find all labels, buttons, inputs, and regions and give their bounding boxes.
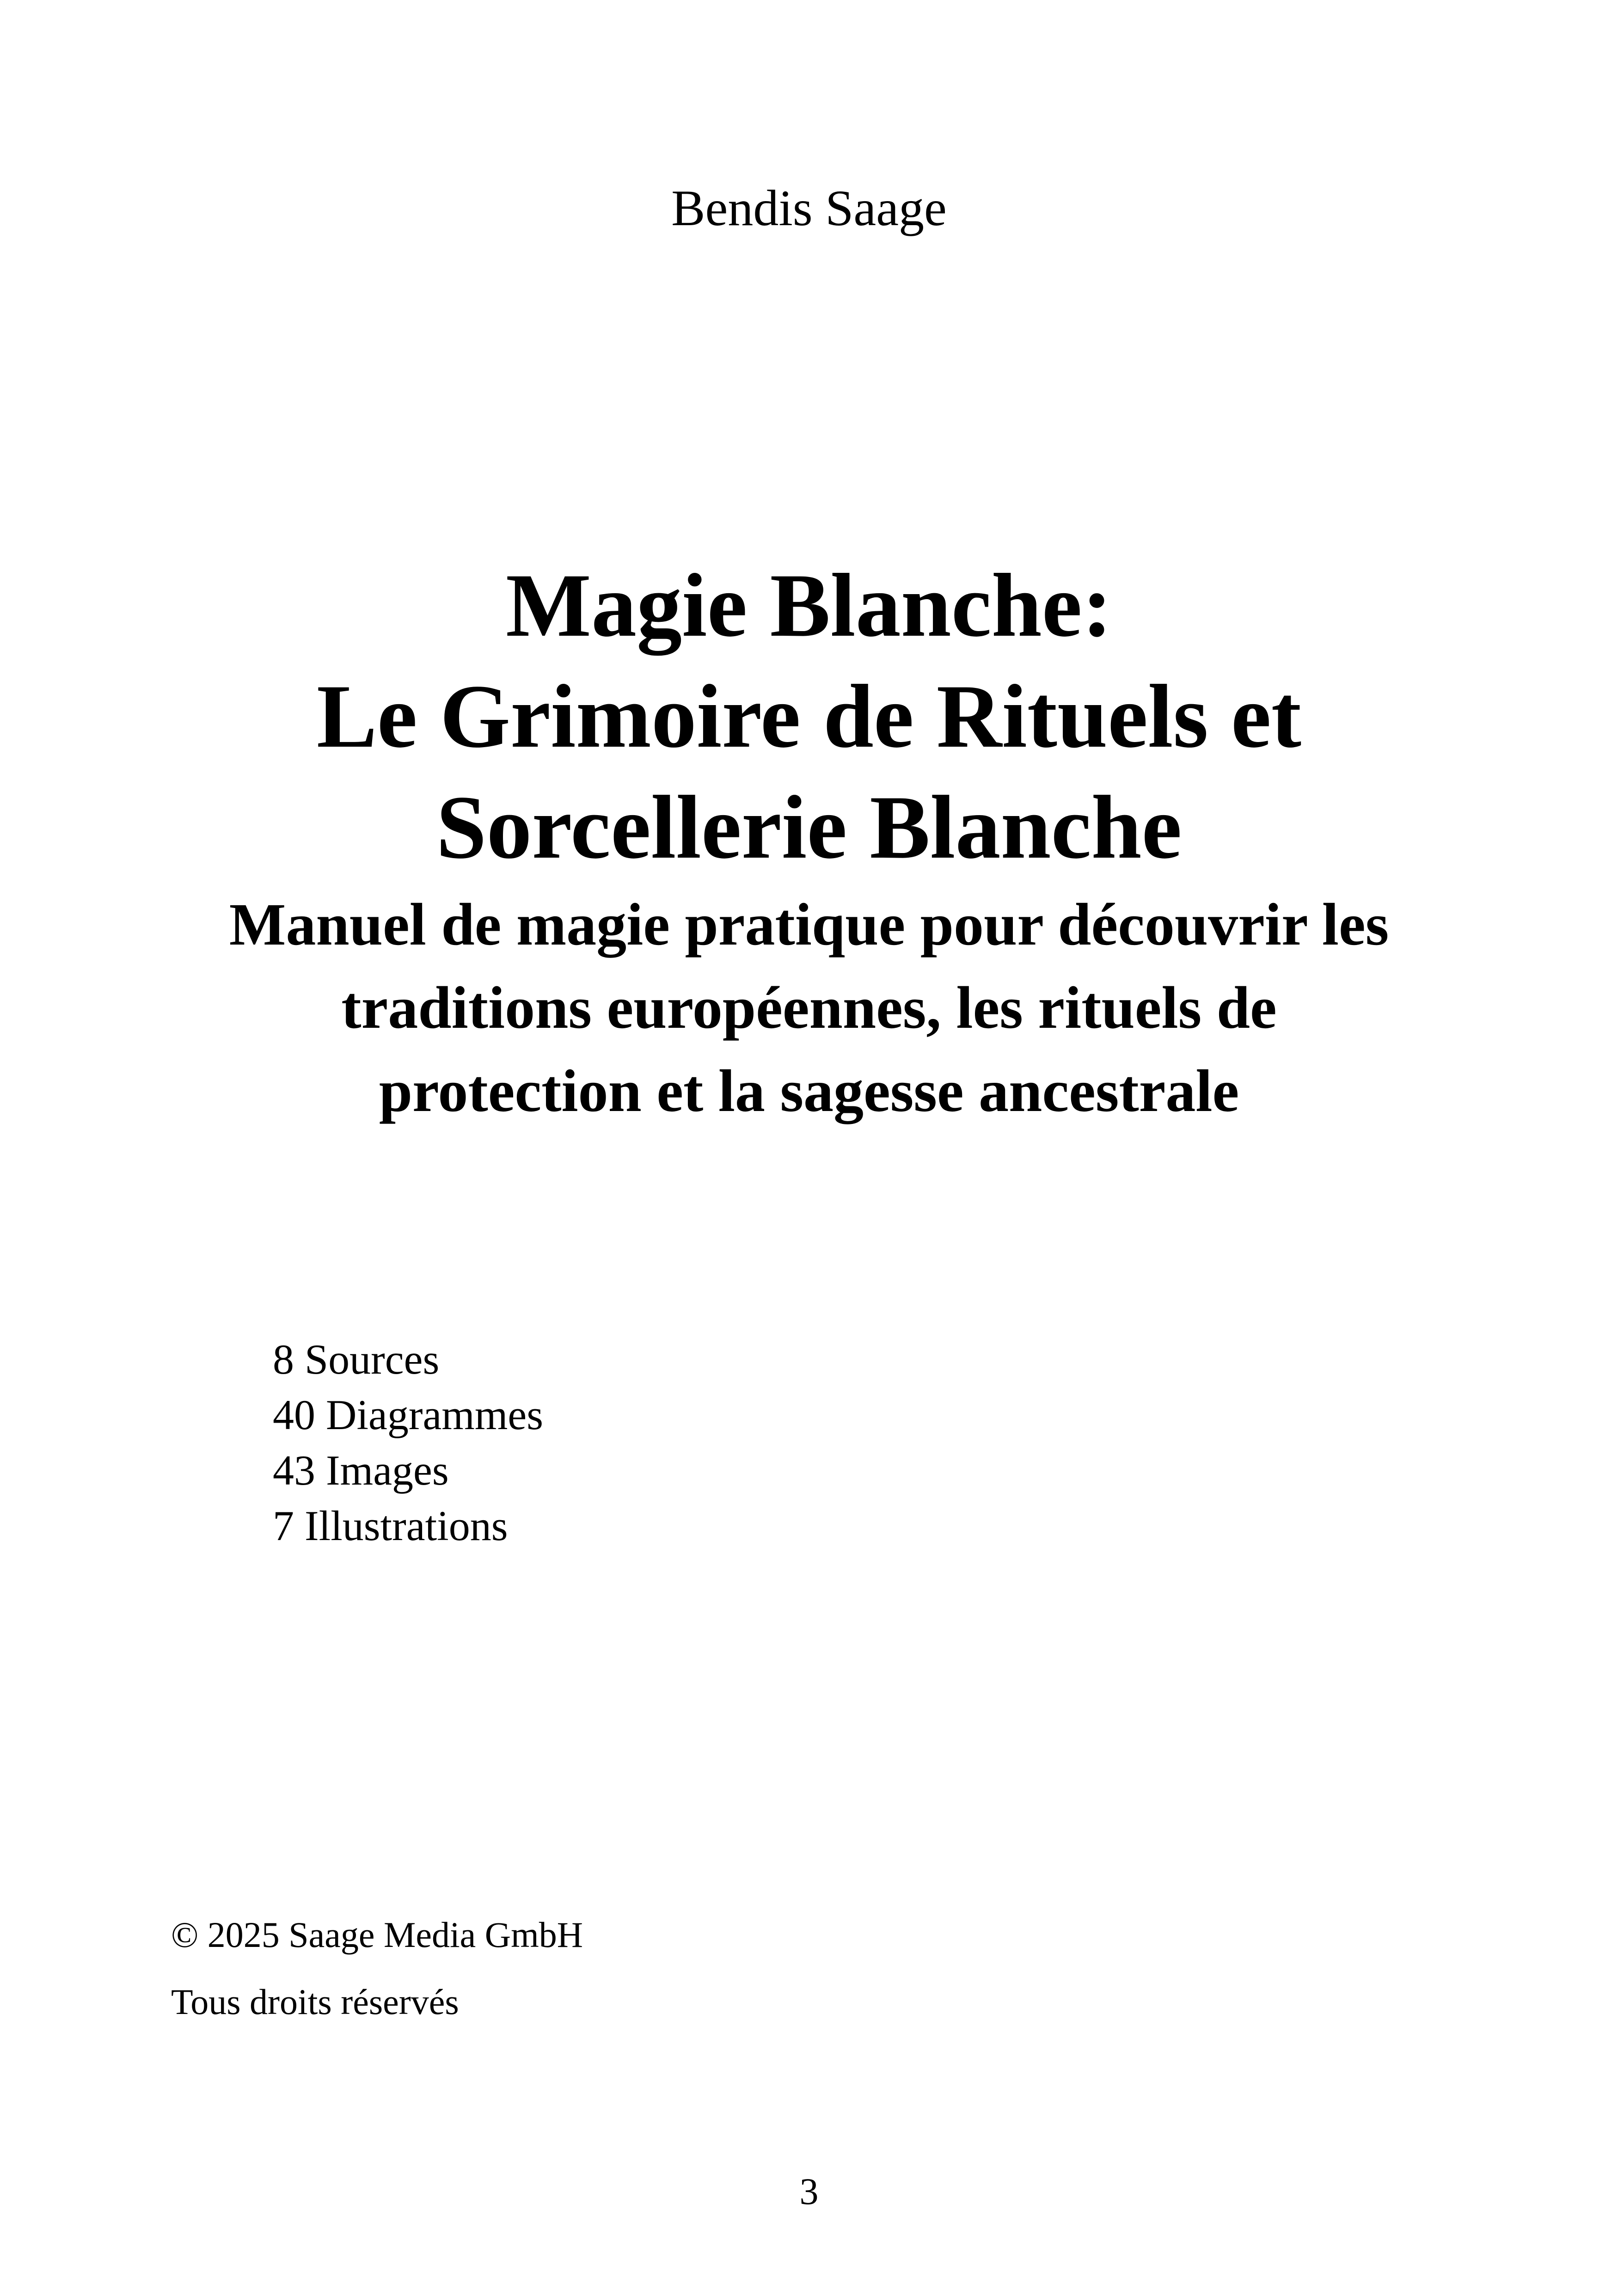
page-number: 3	[799, 2170, 819, 2212]
rights-reserved: Tous droits réservés	[171, 1982, 459, 2022]
title-block	[0, 550, 1618, 1133]
subtitle-line-2: traditions européennes, les rituels de	[341, 975, 1277, 1041]
subtitle-line-1: Manuel de magie pratique pour découvrir les	[229, 891, 1389, 958]
book-title-line-3: Sorcellerie Blanche	[436, 777, 1182, 878]
subtitle-line-3: protection et la sagesse ancestrale	[379, 1058, 1239, 1124]
stat-images: 43 Images	[273, 1447, 449, 1494]
stat-illustrations: 7 Illustrations	[273, 1502, 508, 1549]
stat-sources: 8 Sources	[273, 1336, 440, 1383]
stat-diagrams: 40 Diagrammes	[273, 1391, 544, 1438]
copyright-notice: © 2025 Saage Media GmbH	[171, 1915, 583, 1955]
author-name: Bendis Saage	[671, 180, 947, 236]
book-title-line-2: Le Grimoire de Rituels et	[316, 666, 1302, 767]
content-stats-list	[273, 1332, 543, 1553]
book-title-line-1: Magie Blanche:	[506, 555, 1112, 656]
